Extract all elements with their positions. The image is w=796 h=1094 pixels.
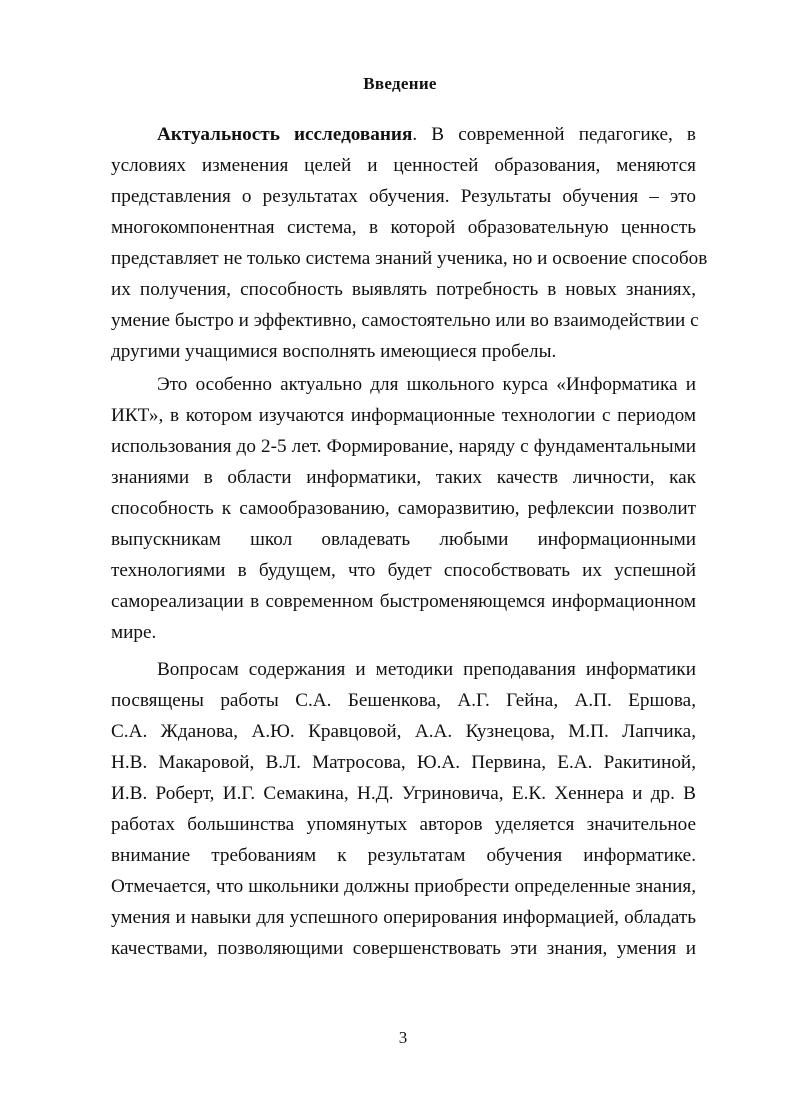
paragraph-line: самореализации в современном быстроменяющемся информационном (111, 591, 696, 612)
paragraph-line: С.А. Жданова, А.Ю. Кравцовой, А.А. Кузнецова, М.П. Лапчика, (111, 721, 696, 742)
paragraph-line (111, 119, 696, 150)
lead-bold-text: Актуальность исследования (157, 124, 413, 145)
paragraph-line: их получения, способность выявлять потребность в новых знаниях, (111, 279, 696, 300)
body-text (111, 119, 708, 964)
paragraph-line: умения и навыки для успешного оперирования информацией, обладать (111, 907, 696, 928)
page-title: Введение (363, 74, 437, 93)
line-text: . В современной педагогике, в (412, 124, 696, 145)
paragraph-line: Вопросам содержания и методики преподавания информатики (157, 659, 696, 680)
paragraph-line: другими учащимися восполнять имеющиеся пробелы. (111, 341, 557, 362)
paragraph-line: Отмечается, что школьники должны приобрести определенные знания, (111, 876, 696, 897)
paragraph-line: выпускникам школ овладевать любыми информационными (111, 529, 696, 550)
paragraph-informatics-course (111, 369, 696, 648)
paragraph-line: представления о результатах обучения. Результаты обучения – это (111, 186, 696, 207)
paragraph-line: умение быстро и эффективно, самостоятельно или во взаимодействии с (111, 310, 699, 331)
paragraph-line: Это особенно актуально для школьного курса «Информатика и (157, 374, 696, 395)
paragraph-line: условиях изменения целей и ценностей образования, меняются (111, 155, 696, 176)
paragraph-line: ИКТ», в котором изучаются информационные технологии с периодом (111, 405, 696, 426)
paragraph-relevance (111, 119, 708, 367)
paragraph-line: посвящены работы С.А. Бешенкова, А.Г. Гейна, А.П. Ершова, (111, 690, 696, 711)
paragraph-line: способность к самообразованию, саморазвитию, рефлексии позволит (111, 498, 696, 519)
paragraph-line: представляет не только система знаний ученика, но и освоение способов (111, 248, 708, 269)
paragraph-line: качествами, позволяющими совершенствовать эти знания, умения и (111, 938, 696, 959)
paragraph-line: знаниями в области информатики, таких качеств личности, как (111, 467, 696, 488)
page-number: 3 (398, 1028, 408, 1047)
paragraph-line: многокомпонентная система, в которой образовательную ценность (111, 217, 696, 238)
paragraph-line: И.В. Роберт, И.Г. Семакина, Н.Д. Угриновича, Е.К. Хеннера и др. В (111, 783, 696, 804)
paragraph-line: внимание требованиям к результатам обучения информатике. (111, 845, 696, 866)
paragraph-line: Н.В. Макаровой, В.Л. Матросова, Ю.А. Первина, Е.А. Ракитиной, (111, 752, 696, 773)
paragraph-line: использования до 2-5 лет. Формирование, наряду с фундаментальными (111, 436, 696, 457)
paragraph-line: технологиями в будущем, что будет способствовать их успешной (111, 560, 696, 581)
paragraph-line: работах большинства упомянутых авторов уделяется значительное (111, 814, 696, 835)
paragraph-line: мире. (111, 622, 157, 643)
paragraph-prior-research (111, 654, 696, 964)
